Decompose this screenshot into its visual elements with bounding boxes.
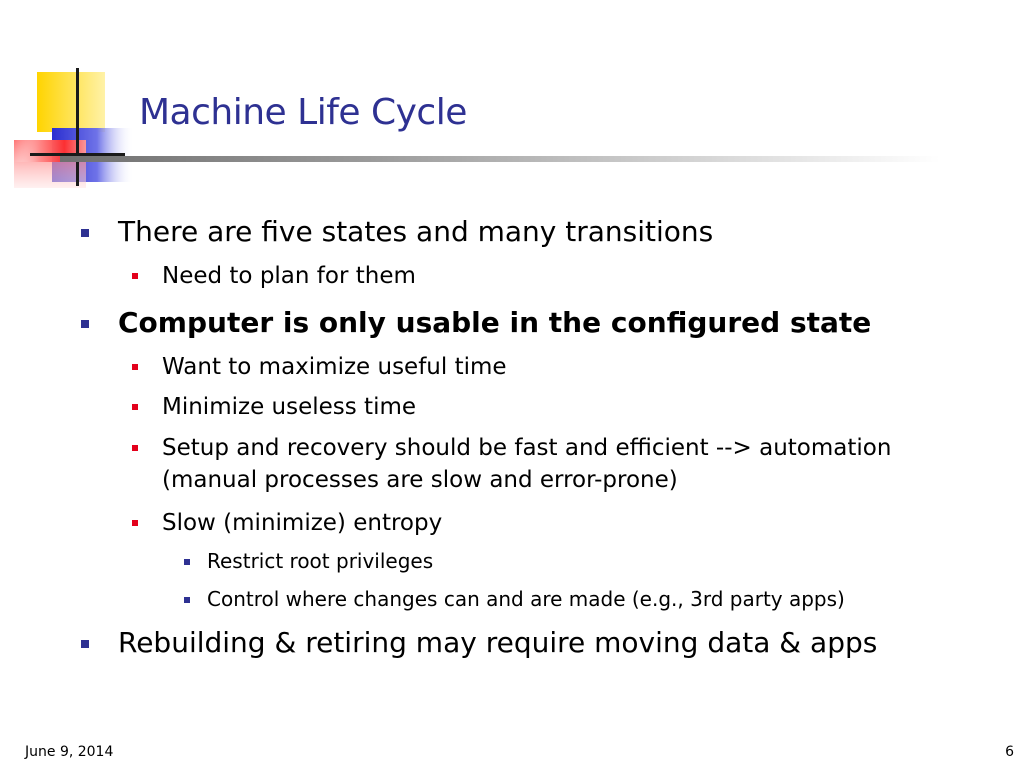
page-number: 6 [1005,744,1014,760]
bullet-text: Restrict root privileges [207,549,434,573]
square-bullet-icon [132,404,138,410]
bullet-text: Rebuilding & retiring may require moving data & apps [118,626,878,659]
bullet-text: Control where changes can and are made (e.g., 3rd party apps) [207,587,845,611]
bullet-text: Want to maximize useful time [162,354,507,380]
bullet-text-continuation: (manual processes are slow and error-prone) [162,467,678,493]
bullet-item [118,626,877,660]
square-bullet-icon [184,597,190,603]
bullet-text: Minimize useless time [162,394,417,420]
bullet-item [118,306,871,340]
bullet-item [162,507,442,539]
bullet-text: Computer is only usable in the configured state [118,306,872,339]
square-bullet-icon [81,229,89,237]
slide-title: Machine Life Cycle [139,92,467,133]
bullet-item [162,260,416,292]
footer-date: June 9, 2014 [25,744,114,760]
bullet-text: Setup and recovery should be fast and efficient --> automation [162,435,892,461]
square-bullet-icon [132,273,138,279]
bullet-item [207,548,433,574]
square-bullet-icon [184,559,190,565]
square-bullet-icon [132,445,138,451]
bullet-text: Need to plan for them [162,263,416,289]
square-bullet-icon [81,320,89,328]
square-bullet-icon [132,520,138,526]
square-bullet-icon [81,640,89,648]
bullet-item [162,432,891,496]
bullet-item [162,351,507,383]
bullet-item [162,391,416,423]
square-bullet-icon [132,364,138,370]
bullet-item [118,215,713,249]
bullet-text: There are five states and many transitions [118,215,714,248]
bullet-item [207,586,845,612]
bullet-text: Slow (minimize) entropy [162,510,443,536]
